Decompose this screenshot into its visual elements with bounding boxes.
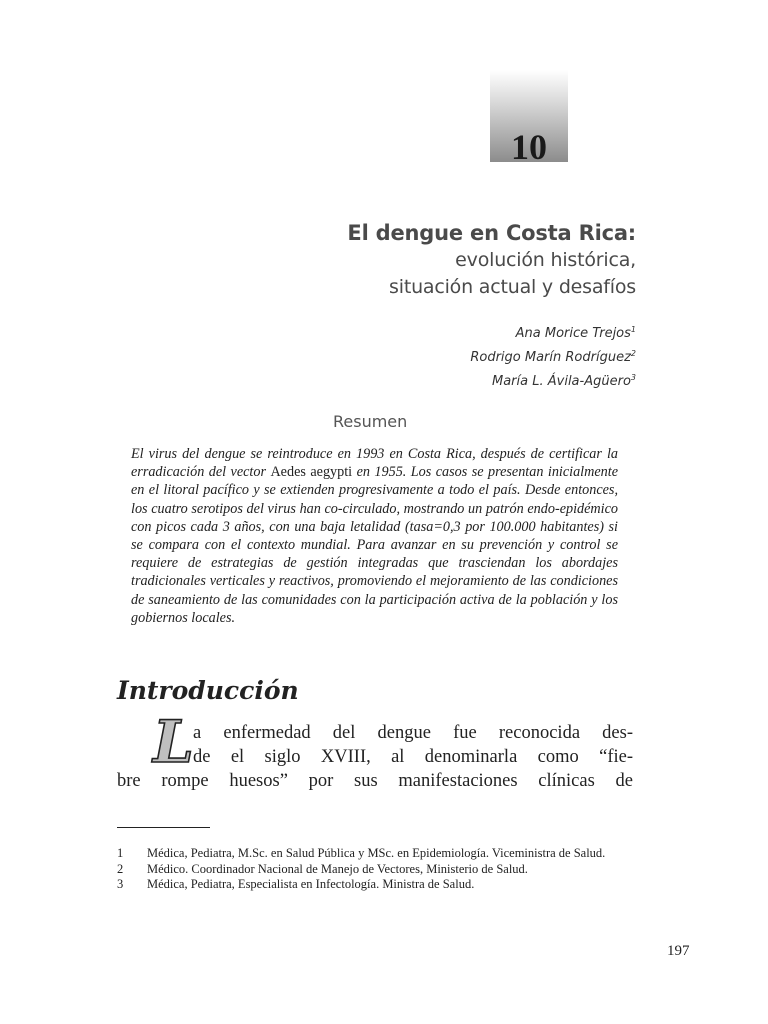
author-name: Rodrigo Marín Rodríguez — [470, 350, 631, 365]
footnote-text: Médico. Coordinador Nacional de Manejo de Vectores, Ministerio de Salud. — [147, 861, 528, 876]
abstract-heading: Resumen — [333, 412, 408, 431]
footnote-number: 3 — [117, 877, 124, 891]
author — [470, 320, 636, 344]
species-name: Aedes aegypti — [270, 464, 353, 481]
abstract-part-2: en 1955. Los casos se presentan inicialmente en el litoral pacífico y se extienden progresivamente a todo el país. Desde entonces, los cuatro serotipos del virus han co-circulado, mostrando un patrón endo-epidémico con picos cada 3 años, con una baja letalidad (tasa=0,3 por 100.000 habitantes) si se compara con el contexto mundial. Para avanzar en su prevención y control se requiere de estrategias de gestión integradas que trasciendan los abordajes tradicionales verticales y reactivos, promoviendo el mejoramiento de las condiciones de saneamiento de las comunidades con la participación activa de la población y los gobiernos locales. — [131, 464, 618, 626]
footnote — [117, 846, 633, 862]
footnote-number: 2 — [117, 861, 124, 876]
footnote-text: Médica, Pediatra, M.Sc. en Salud Pública y MSc. en Epidemiología. Viceministra de Salud. — [147, 846, 606, 860]
title-main: El dengue en Costa Rica: — [347, 221, 636, 245]
author-ref: 3 — [630, 373, 636, 382]
abstract-part-1: El virus del dengue se reintroduce en 1993 en Costa Rica, después de certificar la erradicación del vector — [131, 446, 618, 481]
author-name: Ana Morice Trejos — [515, 326, 631, 341]
section-heading-introduccion: Introducción — [117, 676, 299, 705]
drop-cap: L — [153, 708, 194, 776]
body-text-line: de el siglo XVIII, al denominarla como “fie- — [193, 747, 633, 767]
body-text-line: a enfermedad del dengue fue reconocida des- — [193, 723, 633, 743]
chapter-title — [347, 219, 636, 301]
author — [470, 344, 636, 368]
footnotes — [117, 846, 633, 893]
footnote — [117, 862, 633, 878]
page-number: 197 — [667, 943, 690, 959]
footnote-number: 1 — [117, 846, 124, 860]
title-subtitle-line-2: situación actual y desafíos — [389, 276, 636, 298]
author — [470, 368, 636, 392]
author-ref: 1 — [630, 325, 636, 334]
title-subtitle-line-1: evolución histórica, — [455, 249, 636, 271]
body-text-line: bre rompe huesos” por sus manifestaciones clínicas de — [117, 771, 633, 791]
footnote-divider — [117, 827, 210, 828]
author-list — [470, 320, 636, 392]
abstract-text — [131, 445, 618, 627]
chapter-number: 10 — [511, 127, 547, 167]
footnote-text: Médica, Pediatra, Especialista en Infectología. Ministra de Salud. — [147, 877, 475, 891]
author-ref: 2 — [630, 349, 636, 358]
author-name: María L. Ávila-Agüero — [492, 374, 631, 389]
footnote — [117, 877, 633, 893]
